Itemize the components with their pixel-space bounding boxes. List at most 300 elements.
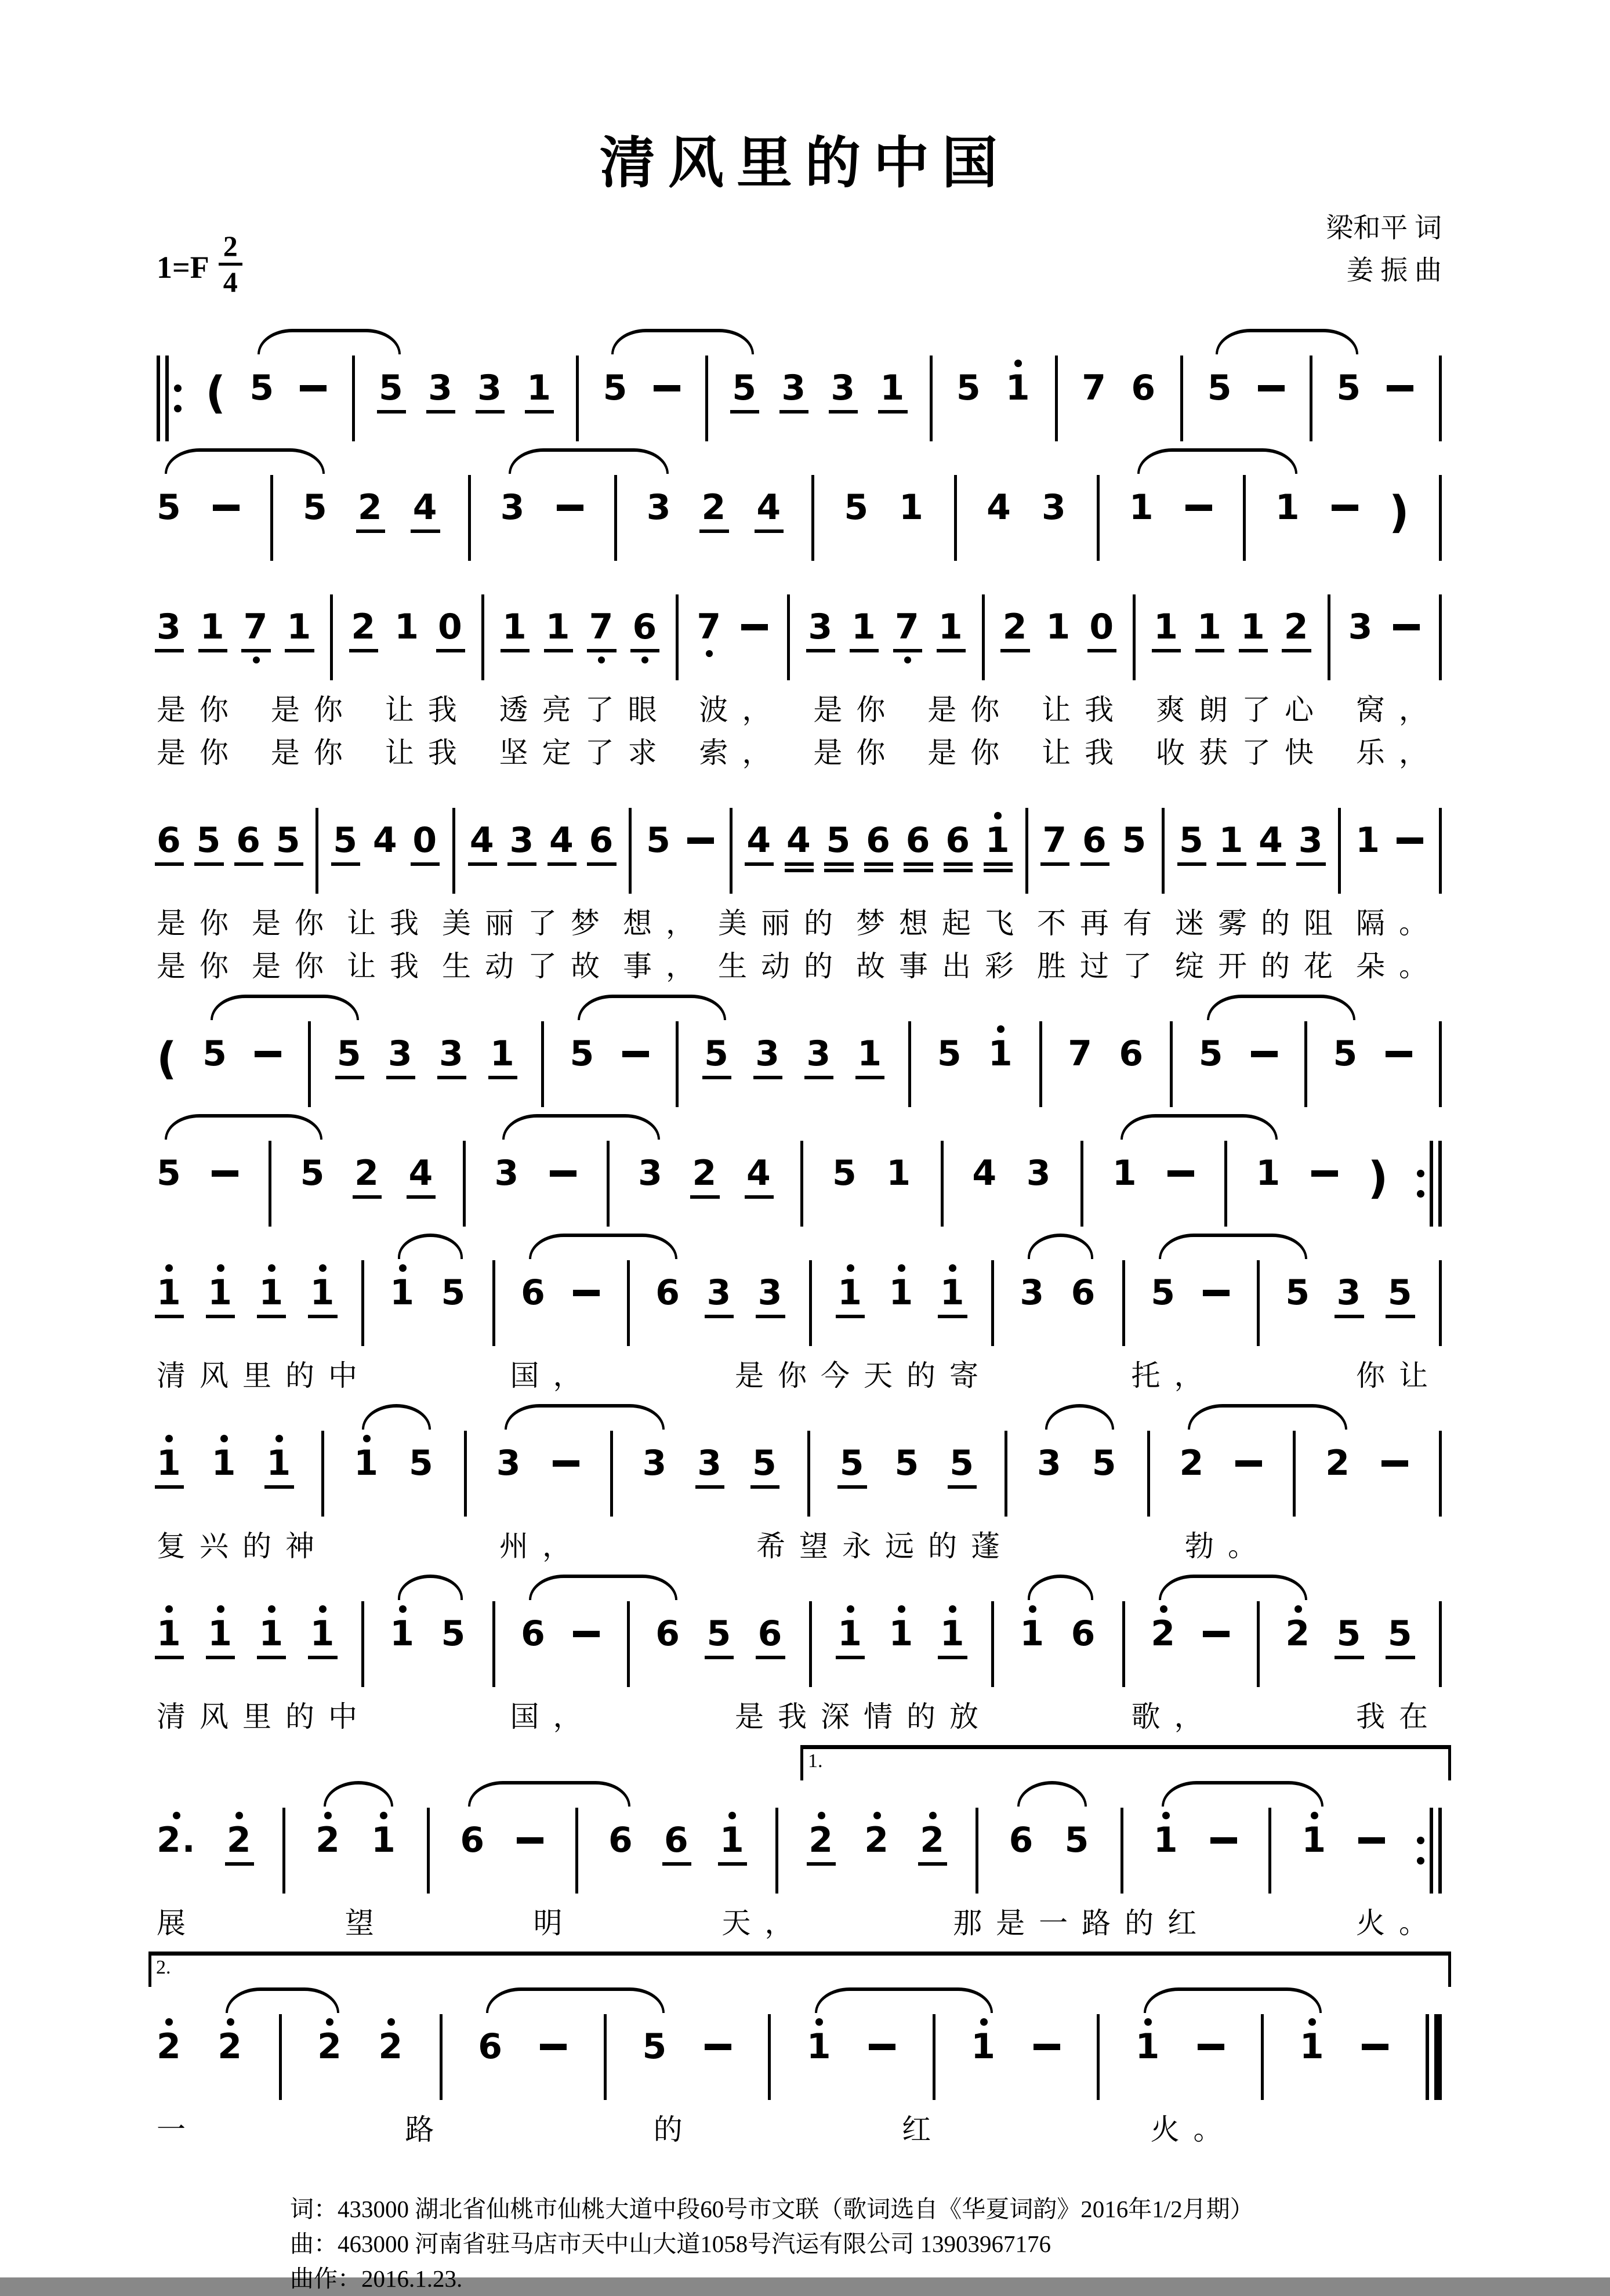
note-token (1020, 1258, 1045, 1335)
beam-zone (413, 527, 438, 550)
note-token (864, 1805, 890, 1882)
octave-dot-above (1160, 1605, 1167, 1613)
note-token (956, 353, 982, 430)
barline (1133, 592, 1136, 680)
parenthesis (1368, 1138, 1388, 1217)
octave-dot-above-zone (399, 1599, 407, 1615)
beam-zone (379, 407, 404, 430)
beam-zone (1337, 1312, 1362, 1335)
note-token (1082, 806, 1108, 883)
duration-dash (621, 1019, 650, 1097)
parenthesis-glyph: ) (1388, 486, 1409, 538)
beam-underline (353, 1195, 382, 1199)
lyrics-row-1 (157, 688, 1442, 731)
slur-tie-arc (529, 1234, 677, 1259)
beam-zone (1071, 1312, 1097, 1335)
note-digit (1202, 1274, 1231, 1312)
beam-zone (906, 859, 931, 883)
barline (604, 2012, 607, 2100)
beam-underline (1296, 862, 1325, 866)
music-system-4 (157, 779, 1442, 988)
octave-dot-above (326, 2018, 333, 2026)
note-digit: 5 (300, 1153, 326, 1194)
beam-zone (1386, 408, 1415, 431)
beam-zone (496, 1482, 522, 1506)
beam-zone (808, 646, 833, 669)
volta-bracket (800, 1745, 1451, 1780)
note-digit: 5 (752, 1443, 778, 1483)
octave-dot-above-zone (217, 1258, 224, 1274)
note-token (310, 1599, 336, 1676)
octave-dot-above-zone (326, 2012, 333, 2027)
barline-rule (1055, 356, 1058, 441)
note-token (985, 806, 1011, 883)
beam-zone (208, 1653, 233, 1676)
beam-zone (1219, 859, 1245, 883)
beam-zone (236, 859, 262, 883)
note-digit (1361, 2027, 1390, 2066)
beam-underline (984, 862, 1013, 866)
parenthesis-glyph: ( (157, 1032, 177, 1084)
note-digit: 1 (1240, 607, 1266, 647)
lyric-segment: 想， (623, 907, 709, 940)
beam-zone (758, 1653, 784, 1676)
octave-dot-above-zone (1162, 1805, 1170, 1821)
note-token (899, 473, 924, 550)
note-digit: 2 (1325, 1443, 1351, 1483)
note-token (1284, 592, 1310, 669)
barline-rule (1025, 808, 1028, 894)
note-digit: 5 (196, 820, 222, 861)
note-digit: 5 (642, 2026, 668, 2067)
note-digit: 1 (287, 607, 313, 647)
barline (775, 1805, 778, 1894)
note-token (428, 353, 454, 430)
barline (730, 806, 733, 894)
bar (1430, 1808, 1433, 1894)
duration-dash (1330, 473, 1359, 550)
note-digit (1310, 1154, 1339, 1193)
note-digit: 7 (697, 607, 723, 647)
lyric-segment: 是你 (157, 694, 242, 726)
note-digit: 5 (303, 487, 328, 528)
slur-tie-arc (578, 995, 726, 1020)
beam-zone (758, 1312, 784, 1335)
note-token (157, 1258, 182, 1335)
beam-underline (501, 649, 530, 652)
note-token (1151, 1599, 1176, 1676)
duration-dash (1392, 592, 1421, 670)
note-token (1122, 806, 1148, 883)
duration-dash (539, 2012, 568, 2090)
note-token (1154, 1805, 1179, 1882)
note-token (259, 1599, 284, 1676)
note-token (752, 1428, 778, 1506)
note-token (837, 1258, 863, 1335)
note-token (1208, 353, 1233, 430)
beam-zone (267, 1482, 292, 1506)
beam-underline (198, 649, 227, 652)
beam-underline (476, 410, 505, 414)
octave-dot-below (253, 656, 260, 663)
note-token (333, 806, 358, 883)
lyric-segment: 窝， (1355, 694, 1442, 726)
beam-underline (257, 1656, 286, 1659)
octave-dot-above (1144, 2018, 1152, 2026)
note-token (1333, 1019, 1359, 1096)
note-digit: 1 (211, 1443, 237, 1483)
barline-rule (361, 1260, 364, 1346)
note-token (1071, 1599, 1097, 1676)
note-token (1042, 473, 1067, 550)
beam-zone (1333, 1073, 1359, 1096)
beam-zone (1006, 407, 1031, 430)
beam-underline (948, 1485, 977, 1489)
note-digit: 7 (589, 607, 615, 647)
note-digit (1386, 369, 1415, 408)
lyric-segment: 是你 (270, 737, 357, 769)
token-row (157, 1138, 1442, 1227)
beam-underline (1177, 862, 1206, 866)
beam-zone (826, 859, 852, 883)
dot (1417, 1837, 1424, 1844)
lyric-segment: 让我 (1042, 737, 1128, 769)
barline (1439, 592, 1442, 680)
octave-dot-above-zone (399, 1258, 407, 1274)
beam-zone (1310, 1193, 1339, 1216)
token-row (157, 353, 1442, 441)
note-digit (686, 821, 715, 860)
music-system-8 (157, 1402, 1442, 1568)
beam-zone (1027, 1192, 1052, 1216)
beam-zone (643, 1482, 668, 1506)
token-row (157, 806, 1442, 894)
beam-zone (1250, 1073, 1279, 1097)
beam-underline (587, 649, 616, 652)
beam-zone (354, 1192, 380, 1216)
dash-glyph (869, 2044, 895, 2050)
parenthesis-glyph: ) (1368, 1152, 1388, 1203)
beam-zone (940, 1312, 966, 1335)
note-token (646, 806, 672, 883)
note-token (632, 592, 658, 669)
note-digit (1202, 1615, 1231, 1653)
note-digit: 6 (1082, 820, 1108, 861)
note-token (371, 1805, 397, 1882)
lyrics-row-1 (157, 1902, 1442, 1945)
note-digit: 5 (1387, 1613, 1413, 1654)
beam-zone (378, 2066, 404, 2089)
note-token (244, 592, 269, 669)
dot (1417, 1190, 1424, 1198)
note-digit: 5 (894, 1443, 920, 1483)
note-token (906, 806, 931, 883)
token-row (157, 1258, 1442, 1346)
barline (282, 1805, 285, 1894)
barline (1268, 1805, 1271, 1894)
barline-rule (575, 1808, 578, 1894)
beam-zone (371, 1859, 397, 1882)
beam-zone (1082, 859, 1108, 883)
slur-tie-arc (468, 1781, 630, 1807)
barline (1439, 1599, 1442, 1687)
note-digit: 3 (1026, 1153, 1052, 1194)
duration-dash (1395, 806, 1424, 883)
note-token (1275, 473, 1301, 550)
duration-dash (211, 1138, 240, 1216)
beam-zone (502, 646, 528, 669)
octave-dot-above-zone (994, 806, 1002, 821)
beam-underline (547, 862, 576, 866)
octave-dot-above (399, 1605, 407, 1613)
note-token (157, 1805, 197, 1882)
note-token (1388, 1599, 1413, 1676)
note-digit: 2 (1283, 607, 1310, 647)
dash-glyph (1210, 1837, 1237, 1844)
beam-underline (745, 862, 774, 866)
beam-underline (407, 1195, 436, 1199)
octave-dot-above-zone (728, 1805, 736, 1821)
dash-glyph (654, 385, 680, 391)
beam-zone (1119, 1073, 1144, 1096)
lyric-segment: 事， (623, 950, 709, 982)
note-token (1071, 1258, 1097, 1335)
note-token (390, 1258, 415, 1335)
octave-dot-above-zone (980, 2012, 988, 2027)
beam-underline (1386, 1656, 1415, 1659)
slur-tie-arc (611, 329, 754, 354)
barline (308, 1019, 311, 1107)
note-digit (621, 1035, 650, 1073)
footer-line-composer-address: 曲：463000 河南省驻马店市天中山大道1058号汽运有限公司 13903967176 (290, 2230, 1051, 2257)
slur-tie-arc (1216, 329, 1358, 354)
barline-rule (614, 475, 617, 561)
lyric-segment: 望 (345, 1907, 388, 1939)
note-digit: 5 (1336, 368, 1362, 408)
note-digit (211, 1154, 240, 1193)
barline (787, 592, 790, 680)
barline (1122, 1258, 1125, 1346)
barline (1170, 1019, 1173, 1107)
note-digit: 7 (1042, 820, 1068, 861)
duration-dash (1386, 353, 1415, 431)
note-digit: 3 (697, 1443, 723, 1483)
beam-zone (477, 407, 503, 430)
note-digit: 2 (354, 1153, 380, 1194)
beam-zone (732, 407, 757, 430)
note-token (354, 1428, 379, 1506)
beam-zone (1180, 1482, 1205, 1506)
note-digit: 1 (394, 607, 420, 647)
note-digit: 6 (608, 1820, 634, 1860)
repeat-start (157, 356, 182, 441)
beam-underline (878, 410, 907, 414)
note-token (702, 473, 727, 550)
note-token (337, 1019, 362, 1096)
barline (1257, 1599, 1260, 1687)
barline-rule (541, 1021, 544, 1107)
beam-zone (310, 1312, 336, 1335)
note-digit: 1 (899, 487, 924, 528)
beam-zone (864, 1859, 890, 1882)
beam-underline (335, 1076, 364, 1079)
lyric-segment: 勃。 (1185, 1530, 1271, 1562)
music-system-11 (157, 1949, 1442, 2151)
dash-glyph (1235, 1460, 1262, 1467)
barline (1293, 1428, 1296, 1517)
barline-rule (991, 1601, 994, 1687)
note-digit: 3 (831, 368, 857, 408)
barline-rule (730, 808, 733, 894)
note-digit: 1 (1135, 2026, 1161, 2067)
lyric-segment: 梦想起飞 (856, 907, 1028, 940)
barline (1304, 1019, 1307, 1107)
octave-dot-above-zone (173, 1805, 180, 1821)
barline-rule (627, 1601, 630, 1687)
note-token (647, 473, 672, 550)
note-digit (552, 1444, 581, 1483)
slur-tie-arc (529, 1575, 677, 1600)
beam-zone (702, 527, 727, 550)
note-digit (1209, 1821, 1238, 1860)
beam-zone (1337, 1653, 1362, 1676)
note-digit: 1 (208, 1272, 233, 1313)
beam-zone (501, 527, 526, 550)
beam-underline (753, 1076, 782, 1079)
barline-rule (1121, 1808, 1123, 1894)
beam-zone (840, 1482, 865, 1506)
note-digit: 2 (1179, 1443, 1205, 1483)
barline-rule (492, 1260, 495, 1346)
beam-underline (718, 1862, 747, 1866)
lyric-segment: 一 (157, 2113, 200, 2146)
dash-glyph (300, 385, 327, 391)
note-digit: 3 (808, 607, 834, 647)
note-digit: 2 (317, 2026, 343, 2067)
note-digit (1384, 1035, 1413, 1073)
beam-underline (155, 1315, 184, 1318)
beam-zone (253, 1073, 282, 1097)
note-digit (1330, 488, 1359, 527)
note-digit: 2 (808, 1820, 834, 1860)
token-row (157, 592, 1442, 680)
composer-credit: 姜 振 曲 (1346, 255, 1442, 286)
octave-dot-above-zone (363, 1428, 371, 1444)
barline (1257, 1258, 1260, 1346)
beam-underline (829, 410, 858, 414)
slur-tie-arc (1121, 1114, 1278, 1140)
lyric-segment: 透亮了眼 (499, 694, 671, 726)
beam-underline (785, 862, 814, 866)
note-digit: 5 (956, 368, 982, 408)
octave-dot-above-zone (380, 1805, 387, 1821)
beam-zone (692, 1192, 718, 1216)
note-token (1179, 806, 1205, 883)
beam-zone (655, 1653, 681, 1676)
beam-zone (1071, 1653, 1097, 1676)
beam-zone (1131, 407, 1156, 430)
beam-underline (904, 869, 933, 872)
beam-underline (155, 649, 184, 652)
note-digit: 0 (438, 607, 463, 647)
beam-underline (836, 1315, 865, 1318)
note-token (1046, 592, 1072, 669)
note-digit: 5 (275, 820, 302, 861)
lyric-segment: 不再有 (1037, 907, 1166, 940)
beam-zone (886, 1192, 912, 1216)
barline (452, 806, 455, 894)
note-token (1151, 1258, 1176, 1335)
barline-rule (982, 594, 985, 680)
note-token (439, 1019, 465, 1096)
octave-dot-above (949, 1605, 956, 1613)
beam-zone (546, 646, 571, 669)
note-digit (1357, 1821, 1386, 1860)
note-digit: 5 (1285, 1272, 1311, 1313)
octave-dot-above-zone (898, 1599, 905, 1615)
note-digit: 2 (316, 1820, 341, 1860)
note-digit: 7 (894, 607, 920, 647)
beam-underline (855, 1076, 884, 1079)
note-digit: 1 (1112, 1153, 1138, 1194)
note-digit: 1 (157, 1272, 182, 1313)
note-digit: 5 (202, 1033, 228, 1074)
note-digit: 1 (719, 1820, 745, 1860)
note-digit: 1 (971, 2026, 996, 2067)
note-token (1355, 806, 1381, 883)
octave-dot-above-zone (165, 2012, 173, 2027)
octave-dot-above (1014, 360, 1022, 367)
note-digit (1380, 1444, 1409, 1483)
beam-underline (1386, 1315, 1415, 1318)
note-token (287, 592, 312, 669)
barline (1439, 1019, 1442, 1107)
barline-rule (452, 808, 455, 894)
note-digit: 1 (157, 1613, 182, 1654)
note-token (781, 353, 807, 430)
note-digit: 5 (157, 487, 182, 528)
beam-zone (354, 1482, 379, 1506)
barline (1310, 353, 1312, 441)
key-meter (157, 230, 242, 300)
beam-zone (972, 1192, 998, 1216)
octave-dot-above (324, 1812, 332, 1819)
note-digit: 5 (1207, 368, 1233, 408)
duration-dash (212, 473, 241, 550)
beam-zone (212, 527, 241, 550)
note-token (655, 1599, 681, 1676)
music-system-10 (157, 1743, 1442, 1945)
barline (676, 1019, 679, 1107)
note-digit: 1 (1154, 607, 1180, 647)
duration-dash (1234, 1428, 1263, 1506)
beam-zone (1129, 527, 1155, 550)
note-token (316, 1805, 341, 1882)
beam-zone (706, 1312, 732, 1335)
note-token (317, 2012, 343, 2089)
lyricist-credit: 梁和平 词 (1326, 213, 1442, 244)
beam-zone (373, 859, 398, 883)
barline (330, 592, 333, 680)
beam-zone (1042, 859, 1068, 883)
barline-rule (976, 1808, 978, 1894)
barline-rule (427, 1808, 430, 1894)
barline (1005, 1428, 1007, 1517)
beam-zone (866, 859, 891, 883)
note-digit: 7 (243, 607, 269, 647)
note-digit: 1 (1129, 487, 1155, 528)
repeat-start-sign (157, 353, 182, 441)
